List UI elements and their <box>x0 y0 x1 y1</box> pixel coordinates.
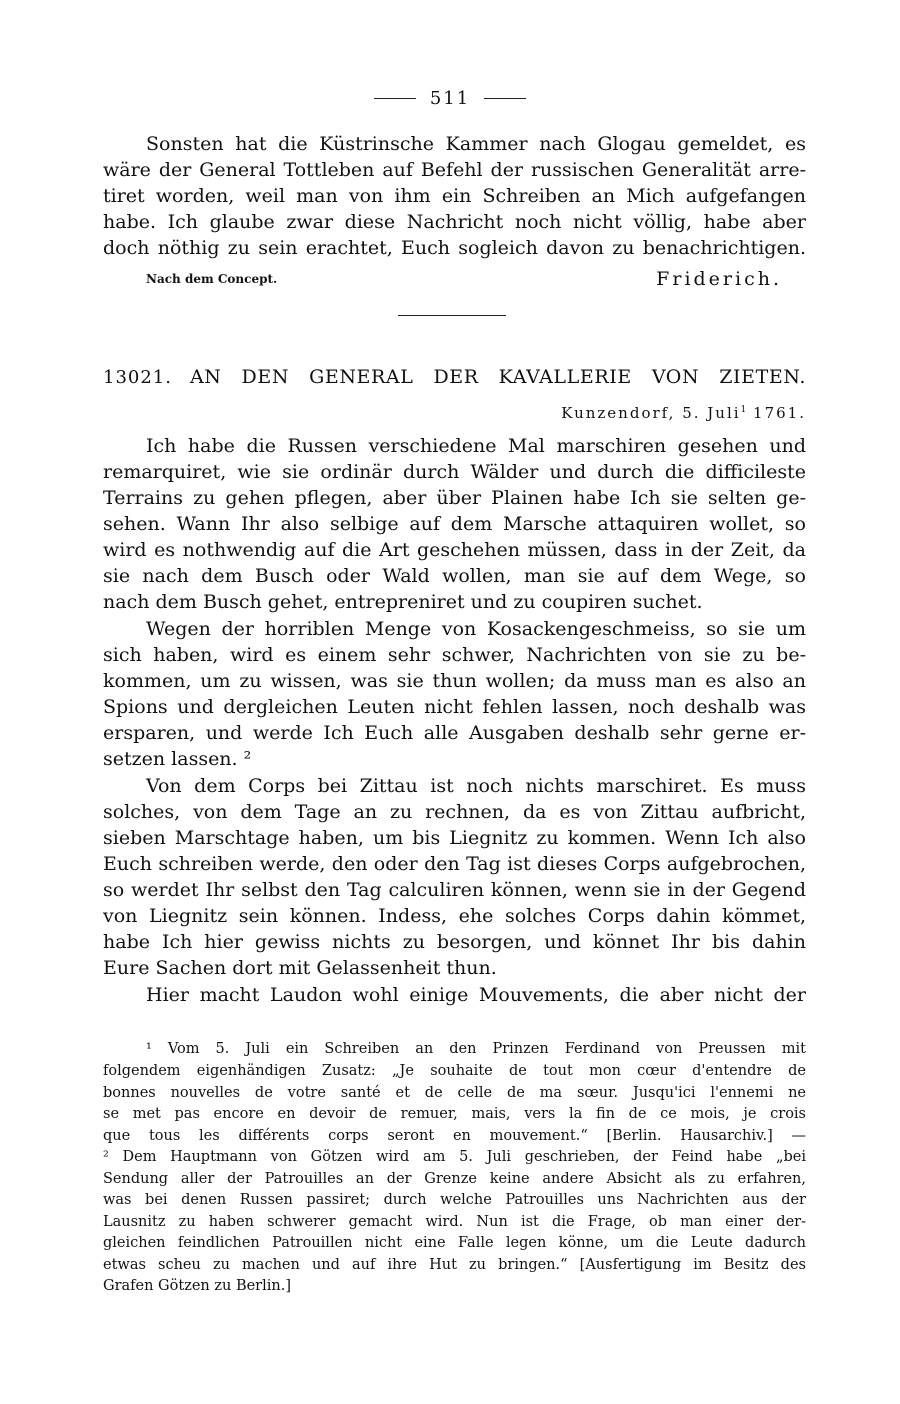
body-line: so werdet Ihr selbst den Tag calculiren können, wenn sie in der Gegend <box>103 879 806 901</box>
intro-line: tiret worden, weil man von ihm ein Schreiben an Mich aufgefangen <box>103 185 806 207</box>
intro-line: doch nöthig zu sein erachtet, Euch sogleich davon zu benachrichtigen. <box>103 237 806 259</box>
footnote-line: etwas scheu zu machen und auf ihre Hut zu bringen.“ [Ausfertigung im Besitz des <box>103 1257 806 1273</box>
body-line: nach dem Busch gehet, entrepreniret und zu coupiren suchet. <box>103 591 703 613</box>
signature: Friderich. <box>656 268 782 290</box>
body-line: remarquiret, wie sie ordinär durch Wälder und durch die difficileste <box>103 461 806 483</box>
body-line: setzen lassen. ² <box>103 748 252 770</box>
body-line: von Liegnitz sein können. Indess, ehe solches Corps dahin kömmet, <box>103 905 806 927</box>
source-note: Nach dem Concept. <box>146 272 278 286</box>
section-divider <box>398 315 506 316</box>
body-line: kommen, um zu wissen, was sie thun wollen; da muss man es also an <box>103 670 806 692</box>
body-line: Eure Sachen dort mit Gelassenheit thun. <box>103 957 497 979</box>
body-line: solches, von dem Tage an zu rechnen, da es von Zittau aufbricht, <box>103 801 806 823</box>
body-line: Spions und dergleichen Leuten nicht fehlen lassen, noch deshalb was <box>103 696 806 718</box>
footnote-line: se met pas encore en devoir de remuer, mais, vers la fin de ce mois, je crois <box>103 1106 806 1122</box>
intro-line: wäre der General Tottleben auf Befehl der russischen Generalität arre- <box>103 159 806 181</box>
footnote-line: ² Dem Hauptmann von Götzen wird am 5. Juli geschrieben, der Feind habe „bei <box>103 1149 806 1165</box>
body-line: Wegen der horriblen Menge von Kosackengeschmeiss, so sie um <box>146 618 806 640</box>
intro-line: Sonsten hat die Küstrinsche Kammer nach Glogau gemeldet, es <box>146 133 806 155</box>
letter-heading: AN DEN GENERAL DER KAVALLERIE VON ZIETEN. <box>189 366 806 388</box>
place-date-text: Kunzendorf, 5. Juli <box>561 404 741 422</box>
body-line: sie nach dem Busch oder Wald wollen, man sie auf dem Wege, so <box>103 565 806 587</box>
intro-line: habe. Ich glaube zwar diese Nachricht noch nicht völlig, habe aber <box>103 211 806 233</box>
place-date-year: 1761. <box>746 404 806 422</box>
body-line: Hier macht Laudon wohl einige Mouvements, die aber nicht der <box>146 984 806 1006</box>
footnote-line: folgendem eigenhändigen Zusatz: „Je souhaite de tout mon cœur d'entendre de <box>103 1063 806 1079</box>
footnote-ref: 1 <box>740 405 747 415</box>
header-dash-right <box>484 98 526 99</box>
page-header <box>0 88 900 109</box>
footnote-line: was bei denen Russen passiret; durch welche Patrouilles uns Nachrichten aus der <box>103 1192 806 1208</box>
header-dash-left <box>374 98 416 99</box>
footnote-line: bonnes nouvelles de votre santé et de celle de ma sœur. Jusqu'ici l'ennemi ne <box>103 1085 806 1101</box>
footnote-line: ¹ Vom 5. Juli ein Schreiben an den Prinzen Ferdinand von Preussen mit <box>146 1041 806 1057</box>
footnote-line: que tous les différents corps seront en mouvement.“ [Berlin. Hausarchiv.] — <box>103 1128 806 1144</box>
footnote-line: Sendung aller der Patrouilles an der Grenze keine andere Absicht als zu erfahren, <box>103 1171 806 1187</box>
body-line: Euch schreiben werde, den oder den Tag ist dieses Corps aufgebrochen, <box>103 853 806 875</box>
body-line: sieben Marschtage haben, um bis Liegnitz zu kommen. Wenn Ich also <box>103 827 806 849</box>
body-line: sich haben, wird es einem sehr schwer, Nachrichten von sie zu be- <box>103 644 806 666</box>
body-line: Von dem Corps bei Zittau ist noch nichts marschiret. Es muss <box>146 775 806 797</box>
letter-title <box>103 366 806 388</box>
footnote-line: Lausnitz zu haben schwerer gemacht wird. Nun ist die Frage, ob man einer der- <box>103 1214 806 1230</box>
body-line: sehen. Wann Ihr also selbige auf dem Marsche attaquiren wollet, so <box>103 513 806 535</box>
page-number: 511 <box>429 88 471 109</box>
place-date <box>561 404 806 422</box>
body-line: wird es nothwendig auf die Art geschehen müssen, dass in der Zeit, da <box>103 539 806 561</box>
body-line: Terrains zu gehen pflegen, aber über Plainen habe Ich sie selten ge- <box>103 487 806 509</box>
body-line: Ich habe die Russen verschiedene Mal marschiren gesehen und <box>146 435 806 457</box>
footnote-line: gleichen feindlichen Patrouillen nicht eine Falle legen könne, um die Leute dadurch <box>103 1235 806 1251</box>
footnote-line: Grafen Götzen zu Berlin.] <box>103 1278 291 1294</box>
body-line: ersparen, und werde Ich Euch alle Ausgaben deshalb sehr gerne er- <box>103 722 806 744</box>
body-line: habe Ich hier gewiss nichts zu besorgen, und könnet Ihr bis dahin <box>103 931 806 953</box>
letter-number: 13021. <box>103 367 172 388</box>
